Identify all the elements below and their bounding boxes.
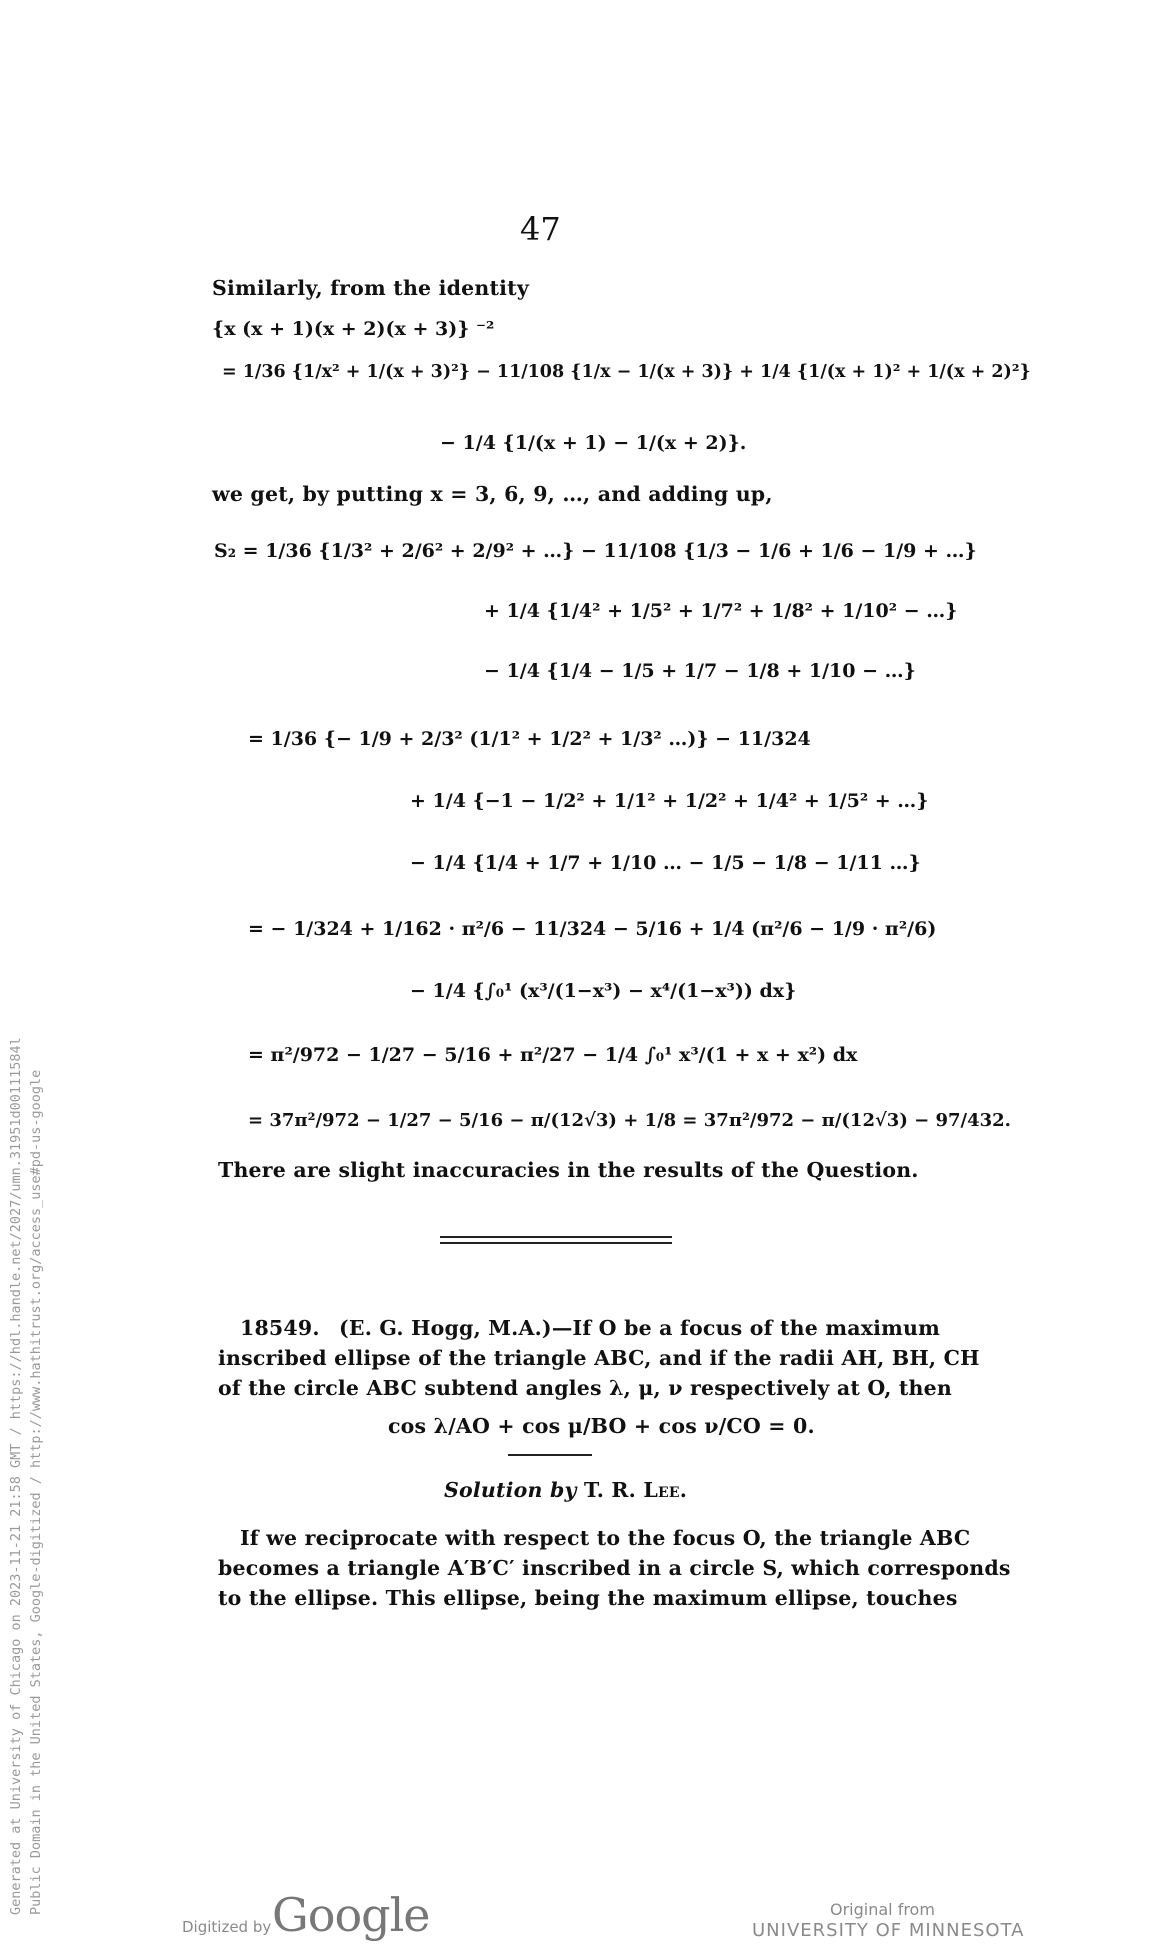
page-number: 47 (520, 210, 561, 248)
google-logo: Google (272, 1888, 430, 1942)
derivation-line-1: S₂ = 1/36 {1/3² + 2/6² + 2/9² + …} − 11/108 {1/3 − 1/6 + 1/6 − 1/9 + …} (214, 540, 977, 562)
watermark-line-1: Generated at University of Chicago on 2023-11-21 21:58 GMT / https://hdl.handle.net/2027/umn.31951d00111584l (8, 1037, 24, 1915)
derivation-line-7: = − 1/324 + 1/162 · π²/6 − 11/324 − 5/16 + 1/4 (π²/6 − 1/9 · π²/6) (248, 918, 937, 940)
identity-rhs-line1: = 1/36 {1/x² + 1/(x + 3)²} − 11/108 {1/x − 1/(x + 3)} + 1/4 {1/(x + 1)² + 1/(x + 2)²} (222, 362, 1031, 382)
derivation-line-5: + 1/4 {−1 − 1/2² + 1/1² + 1/2² + 1/4² + 1/5² + …} (410, 790, 929, 812)
hathitrust-watermark (6, 1037, 46, 1915)
derivation-line-2: + 1/4 {1/4² + 1/5² + 1/7² + 1/8² + 1/10² − …} (484, 600, 958, 622)
university-label: UNIVERSITY OF MINNESOTA (752, 1920, 1025, 1941)
solution-heading-italic: Solution by (444, 1478, 577, 1502)
short-rule (508, 1454, 592, 1456)
solution-text-line-1: If we reciprocate with respect to the focus O, the triangle ABC (240, 1526, 971, 1550)
identity-rhs-line2: − 1/4 {1/(x + 1) − 1/(x + 2)}. (440, 432, 747, 454)
double-rule-bottom (440, 1242, 672, 1244)
solution-heading (444, 1478, 687, 1502)
question-line-1 (240, 1316, 940, 1340)
identity-lhs: {x (x + 1)(x + 2)(x + 3)} ⁻² (212, 318, 495, 340)
question-line-2: inscribed ellipse of the triangle ABC, and if the radii AH, BH, CH (218, 1346, 980, 1370)
question-number: 18549. (240, 1316, 320, 1340)
double-rule-top (440, 1236, 672, 1238)
solution-heading-author: T. R. Lee. (583, 1478, 688, 1502)
putting-line: we get, by putting x = 3, 6, 9, …, and adding up, (212, 482, 773, 506)
digitized-by-label: Digitized by (182, 1918, 272, 1936)
original-from-label: Original from (830, 1900, 935, 1919)
derivation-line-8: − 1/4 {∫₀¹ (x³/(1−x³) − x⁴/(1−x³)) dx} (410, 980, 797, 1002)
intro-line: Similarly, from the identity (212, 276, 529, 300)
solution-text-line-2: becomes a triangle A′B′C′ inscribed in a circle S, which corresponds (218, 1556, 1011, 1580)
derivation-line-4: = 1/36 {− 1/9 + 2/3² (1/1² + 1/2² + 1/3² …)} − 11/324 (248, 728, 811, 750)
derivation-line-9: = π²/972 − 1/27 − 5/16 + π²/27 − 1/4 ∫₀¹ x³/(1 + x + x²) dx (248, 1044, 858, 1066)
inaccuracy-note: There are slight inaccuracies in the results of the Question. (218, 1158, 919, 1182)
question-line-3: of the circle ABC subtend angles λ, μ, ν respectively at O, then (218, 1376, 952, 1400)
derivation-line-6: − 1/4 {1/4 + 1/7 + 1/10 … − 1/5 − 1/8 − 1/11 …} (410, 852, 921, 874)
derivation-line-10: = 37π²/972 − 1/27 − 5/16 − π/(12√3) + 1/8 = 37π²/972 − π/(12√3) − 97/432. (248, 1110, 1011, 1131)
derivation-line-3: − 1/4 {1/4 − 1/5 + 1/7 − 1/8 + 1/10 − …} (484, 660, 916, 682)
question-line1-rest: —If O be a focus of the maximum (551, 1316, 941, 1340)
question-author: (E. G. Hogg, M.A.) (339, 1316, 552, 1340)
question-equation: cos λ/AO + cos μ/BO + cos ν/CO = 0. (388, 1414, 815, 1438)
solution-text-line-3: to the ellipse. This ellipse, being the maximum ellipse, touches (218, 1586, 958, 1610)
watermark-line-2: Public Domain in the United States, Google-digitized / http://www.hathitrust.org/access_use#pd-us-google (28, 1069, 44, 1915)
